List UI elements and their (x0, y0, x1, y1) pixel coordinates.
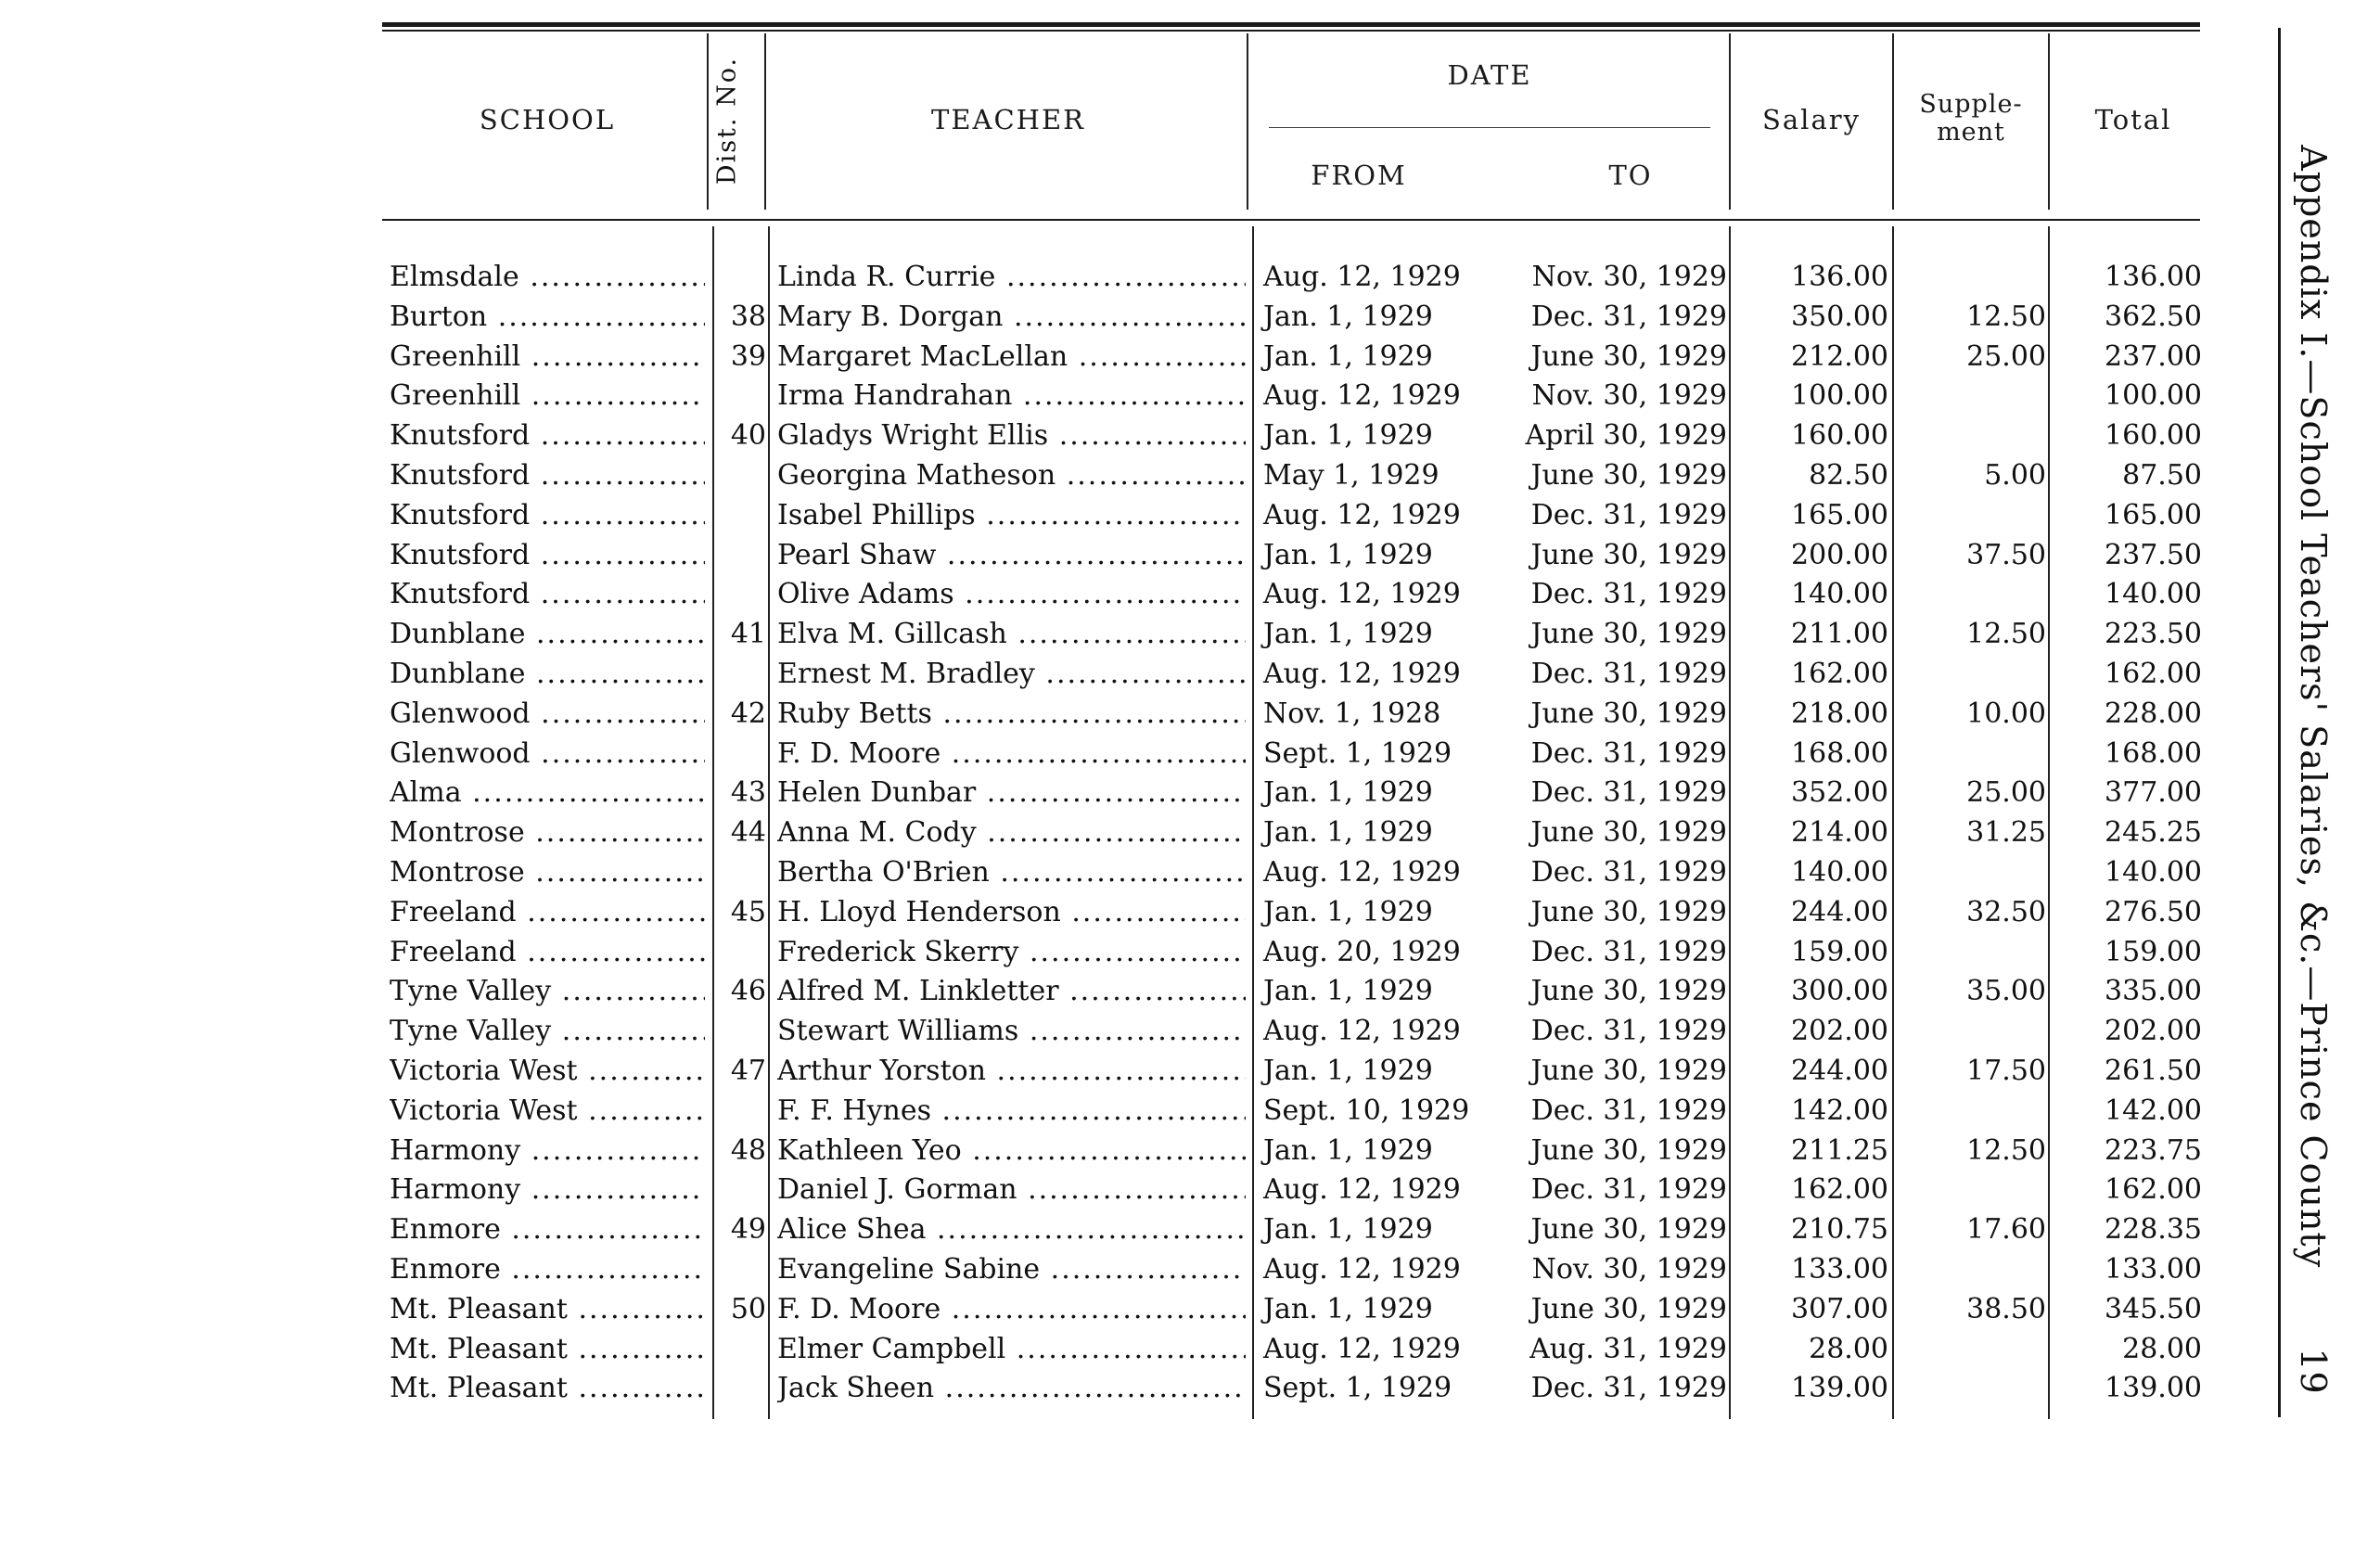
salary-cell: 212.00 (1791, 339, 1888, 373)
teacher-cell: Ernest M. Bradley ..... (777, 655, 1246, 695)
header-bottom-rule (382, 219, 2200, 221)
to-date-cell: June 30, 1929 (1530, 458, 1727, 492)
total-cell: 165.00 (2105, 498, 2202, 531)
teacher-cell: Gladys Wright Ellis ..... (777, 416, 1246, 456)
total-cell: 377.00 (2105, 776, 2202, 810)
table-row (0, 1132, 2226, 1171)
teacher-cell: Pearl Shaw ..... (777, 536, 1246, 576)
school-cell: Enmore ..... (390, 1250, 705, 1290)
school-cell: Knutsford ..... (390, 496, 705, 536)
table-row (0, 496, 2226, 536)
table-row (0, 655, 2226, 695)
table-row (0, 1092, 2226, 1132)
teacher-cell: Bertha O'Brien ..... (777, 853, 1246, 893)
supplement-cell: 17.50 (1966, 1054, 2046, 1087)
school-cell: Tyne Valley ..... (390, 1012, 705, 1052)
from-date-cell: Aug. 12, 1929 (1263, 379, 1461, 413)
col-rule-school (707, 33, 709, 210)
table-row (0, 416, 2226, 456)
page-number: 19 (2293, 1348, 2334, 1395)
from-date-cell: Aug. 12, 1929 (1263, 1015, 1461, 1048)
teacher-cell: Isabel Phillips ..... (777, 496, 1246, 536)
table-row (0, 774, 2226, 813)
header-total: Total (2094, 104, 2172, 135)
total-cell: 261.50 (2105, 1054, 2202, 1087)
teacher-cell: F. F. Hynes ..... (777, 1092, 1246, 1132)
supplement-cell: 12.50 (1966, 1133, 2046, 1167)
supplement-cell: 31.25 (1966, 816, 2046, 850)
salary-cell: 162.00 (1791, 657, 1888, 690)
salary-cell: 142.00 (1791, 1094, 1888, 1127)
school-cell: Dunblane ..... (390, 615, 705, 655)
from-date-cell: Jan. 1, 1929 (1263, 975, 1433, 1008)
salary-cell: 300.00 (1791, 975, 1888, 1008)
table-row (0, 1369, 2226, 1409)
school-cell: Knutsford ..... (390, 575, 705, 615)
to-date-cell: Dec. 31, 1929 (1530, 935, 1727, 968)
supplement-cell: 32.50 (1966, 895, 2046, 928)
supplement-cell: 10.00 (1966, 697, 2046, 730)
salary-cell: 28.00 (1809, 1332, 1888, 1365)
school-cell: Tyne Valley ..... (390, 972, 705, 1012)
school-cell: Knutsford ..... (390, 416, 705, 456)
table-row (0, 338, 2226, 377)
school-cell: Alma ..... (390, 774, 705, 813)
supplement-cell: 35.00 (1966, 975, 2046, 1008)
dist-cell: 43 (730, 776, 766, 810)
school-cell: Elmsdale ..... (390, 258, 705, 298)
from-date-cell: Jan. 1, 1929 (1263, 538, 1433, 571)
salary-cell: 82.50 (1809, 458, 1888, 492)
to-date-cell: Dec. 31, 1929 (1530, 736, 1727, 770)
school-cell: Victoria West ..... (390, 1052, 705, 1092)
salary-cell: 162.00 (1791, 1173, 1888, 1207)
teacher-cell: Linda R. Currie ..... (777, 258, 1246, 298)
total-cell: 223.50 (2105, 618, 2202, 651)
total-cell: 140.00 (2105, 855, 2202, 889)
teacher-cell: Mary B. Dorgan ..... (777, 298, 1246, 338)
total-cell: 335.00 (2105, 975, 2202, 1008)
teacher-cell: Anna M. Cody ..... (777, 813, 1246, 853)
to-date-cell: Dec. 31, 1929 (1530, 300, 1727, 333)
to-date-cell: Dec. 31, 1929 (1530, 855, 1727, 889)
to-date-cell: Nov. 30, 1929 (1531, 261, 1727, 293)
school-cell: Freeland ..... (390, 893, 705, 933)
teacher-cell: H. Lloyd Henderson ..... (777, 893, 1246, 933)
from-date-cell: Aug. 20, 1929 (1263, 935, 1461, 968)
from-date-cell: Aug. 12, 1929 (1263, 1173, 1461, 1207)
header-dist-no: Dist. No. (712, 56, 742, 186)
teacher-cell: Olive Adams ..... (777, 575, 1246, 615)
from-date-cell: Jan. 1, 1929 (1263, 1133, 1433, 1167)
from-date-cell: Aug. 12, 1929 (1263, 855, 1461, 889)
school-cell: Montrose ..... (390, 853, 705, 893)
from-date-cell: Aug. 12, 1929 (1263, 1252, 1461, 1286)
to-date-cell: June 30, 1929 (1530, 1054, 1727, 1087)
school-cell: Burton ..... (390, 298, 705, 338)
to-date-cell: June 30, 1929 (1530, 895, 1727, 928)
salary-cell: 140.00 (1791, 855, 1888, 889)
to-date-cell: June 30, 1929 (1530, 538, 1727, 571)
from-date-cell: Aug. 12, 1929 (1263, 578, 1461, 611)
to-date-cell: June 30, 1929 (1530, 1292, 1727, 1325)
teacher-cell: F. D. Moore ..... (777, 735, 1246, 774)
teacher-cell: Daniel J. Gorman ..... (777, 1171, 1246, 1210)
from-date-cell: Aug. 12, 1929 (1263, 261, 1461, 293)
total-cell: 237.50 (2105, 538, 2202, 571)
school-cell: Greenhill ..... (390, 377, 705, 416)
teacher-cell: Alice Shea ..... (777, 1210, 1246, 1250)
school-cell: Glenwood ..... (390, 735, 705, 774)
school-cell: Harmony ..... (390, 1132, 705, 1171)
salary-cell: 140.00 (1791, 578, 1888, 611)
table-row (0, 1012, 2226, 1052)
salary-cell: 136.00 (1791, 261, 1888, 293)
supplement-cell: 12.50 (1966, 300, 2046, 333)
teacher-cell: Georgina Matheson ..... (777, 456, 1246, 496)
from-date-cell: Aug. 12, 1929 (1263, 1332, 1461, 1365)
dist-cell: 46 (730, 975, 766, 1008)
salary-cell: 214.00 (1791, 816, 1888, 850)
dist-cell: 45 (730, 895, 766, 928)
supplement-cell: 25.00 (1966, 776, 2046, 810)
school-cell: Knutsford ..... (390, 536, 705, 576)
table-row (0, 1171, 2226, 1210)
supplement-cell: 38.50 (1966, 1292, 2046, 1325)
header-salary: Salary (1762, 104, 1861, 135)
from-date-cell: Aug. 12, 1929 (1263, 657, 1461, 690)
from-date-cell: Jan. 1, 1929 (1263, 419, 1433, 453)
table-row (0, 813, 2226, 853)
table-row (0, 1210, 2226, 1250)
to-date-cell: Dec. 31, 1929 (1530, 1372, 1727, 1405)
to-date-cell: Dec. 31, 1929 (1530, 1094, 1727, 1127)
total-cell: 202.00 (2105, 1015, 2202, 1048)
total-cell: 362.50 (2105, 300, 2202, 333)
teacher-cell: Helen Dunbar ..... (777, 774, 1246, 813)
table-row (0, 377, 2226, 416)
total-cell: 228.35 (2105, 1213, 2202, 1247)
to-date-cell: Dec. 31, 1929 (1530, 776, 1727, 810)
table-row (0, 933, 2226, 973)
to-date-cell: Dec. 31, 1929 (1530, 578, 1727, 611)
total-cell: 133.00 (2105, 1252, 2202, 1286)
header-to: TO (1608, 160, 1653, 191)
total-cell: 276.50 (2105, 895, 2202, 928)
total-cell: 87.50 (2122, 458, 2202, 492)
table-row (0, 258, 2226, 298)
teacher-cell: Elva M. Gillcash ..... (777, 615, 1246, 655)
to-date-cell: Dec. 31, 1929 (1530, 657, 1727, 690)
table-row (0, 893, 2226, 933)
total-cell: 223.75 (2105, 1133, 2202, 1167)
to-date-cell: Dec. 31, 1929 (1530, 498, 1727, 531)
total-cell: 139.00 (2105, 1372, 2202, 1405)
running-head-title: Appendix I.—School Teachers' Salaries, &c.—Prince County (2293, 145, 2334, 1269)
from-date-cell: Jan. 1, 1929 (1263, 816, 1433, 850)
dist-cell: 41 (730, 618, 766, 651)
school-cell: Victoria West ..... (390, 1092, 705, 1132)
table-row (0, 615, 2226, 655)
salary-cell: 350.00 (1791, 300, 1888, 333)
salary-cell: 168.00 (1791, 736, 1888, 770)
supplement-cell: 5.00 (1984, 458, 2046, 492)
dist-cell: 44 (730, 816, 766, 850)
to-date-cell: June 30, 1929 (1530, 975, 1727, 1008)
salary-cell: 160.00 (1791, 419, 1888, 453)
right-margin-rule (2278, 28, 2281, 1417)
table-row (0, 1052, 2226, 1092)
total-cell: 159.00 (2105, 935, 2202, 968)
total-cell: 237.00 (2105, 339, 2202, 373)
dist-cell: 38 (730, 300, 766, 333)
total-cell: 162.00 (2105, 1173, 2202, 1207)
teacher-cell: Kathleen Yeo ..... (777, 1132, 1246, 1171)
from-date-cell: Jan. 1, 1929 (1263, 618, 1433, 651)
salary-cell: 244.00 (1791, 1054, 1888, 1087)
supplement-cell: 25.00 (1966, 339, 2046, 373)
salary-cell: 139.00 (1791, 1372, 1888, 1405)
salary-cell: 165.00 (1791, 498, 1888, 531)
dist-cell: 49 (730, 1213, 766, 1247)
from-date-cell: Jan. 1, 1929 (1263, 895, 1433, 928)
supplement-cell: 12.50 (1966, 618, 2046, 651)
school-cell: Glenwood ..... (390, 695, 705, 735)
from-date-cell: Jan. 1, 1929 (1263, 300, 1433, 333)
salary-cell: 200.00 (1791, 538, 1888, 571)
table-row (0, 1250, 2226, 1290)
teacher-cell: Margaret MacLellan ..... (777, 338, 1246, 377)
to-date-cell: Dec. 31, 1929 (1530, 1015, 1727, 1048)
table-row (0, 972, 2226, 1012)
to-date-cell: Aug. 31, 1929 (1529, 1332, 1727, 1365)
school-cell: Montrose ..... (390, 813, 705, 853)
from-date-cell: Nov. 1, 1928 (1263, 697, 1441, 730)
salary-cell: 307.00 (1791, 1292, 1888, 1325)
to-date-cell: June 30, 1929 (1530, 1213, 1727, 1247)
top-rule (382, 22, 2200, 27)
table-row (0, 735, 2226, 774)
teacher-cell: Ruby Betts ..... (777, 695, 1246, 735)
salary-cell: 100.00 (1791, 379, 1888, 413)
table-row (0, 695, 2226, 735)
to-date-cell: Nov. 30, 1929 (1531, 1252, 1727, 1286)
supplement-cell: 37.50 (1966, 538, 2046, 571)
to-date-cell: June 30, 1929 (1530, 618, 1727, 651)
school-cell: Knutsford ..... (390, 456, 705, 496)
total-cell: 100.00 (2105, 379, 2202, 413)
table-row (0, 575, 2226, 615)
total-cell: 28.00 (2122, 1332, 2202, 1365)
from-date-cell: Sept. 10, 1929 (1263, 1094, 1470, 1127)
total-cell: 168.00 (2105, 736, 2202, 770)
school-cell: Harmony ..... (390, 1171, 705, 1210)
total-cell: 245.25 (2105, 816, 2202, 850)
salary-cell: 159.00 (1791, 935, 1888, 968)
to-date-cell: Dec. 31, 1929 (1530, 1173, 1727, 1207)
from-date-cell: Sept. 1, 1929 (1263, 736, 1452, 770)
from-date-cell: Sept. 1, 1929 (1263, 1372, 1452, 1405)
from-date-cell: May 1, 1929 (1263, 458, 1440, 492)
top-rule-thin (382, 30, 2200, 32)
teacher-cell: Elmer Campbell ..... (777, 1330, 1246, 1370)
salary-cell: 352.00 (1791, 776, 1888, 810)
dist-cell: 39 (730, 339, 766, 373)
header-from: FROM (1311, 160, 1407, 191)
total-cell: 160.00 (2105, 419, 2202, 453)
teacher-cell: Arthur Yorston ..... (777, 1052, 1246, 1092)
dist-cell: 42 (730, 697, 766, 730)
total-cell: 345.50 (2105, 1292, 2202, 1325)
salary-cell: 202.00 (1791, 1015, 1888, 1048)
header-teacher: TEACHER (931, 104, 1085, 135)
school-cell: Enmore ..... (390, 1210, 705, 1250)
salary-table-body (0, 258, 2226, 1409)
total-cell: 228.00 (2105, 697, 2202, 730)
running-head (2293, 145, 2334, 1394)
teacher-cell: Frederick Skerry ..... (777, 933, 1246, 973)
to-date-cell: June 30, 1929 (1530, 1133, 1727, 1167)
school-cell: Dunblane ..... (390, 655, 705, 695)
table-row (0, 1290, 2226, 1330)
header-date: DATE (1447, 59, 1532, 91)
school-cell: Mt. Pleasant ..... (390, 1290, 705, 1330)
col-rule-dist (764, 33, 766, 210)
dist-cell: 47 (730, 1054, 766, 1087)
supplement-cell: 17.60 (1966, 1213, 2046, 1247)
teacher-cell: Stewart Williams ..... (777, 1012, 1246, 1052)
school-cell: Greenhill ..... (390, 338, 705, 377)
school-cell: Freeland ..... (390, 933, 705, 973)
total-cell: 142.00 (2105, 1094, 2202, 1127)
teacher-cell: Jack Sheen ..... (777, 1369, 1246, 1409)
teacher-cell: Evangeline Sabine ..... (777, 1250, 1246, 1290)
table-row (0, 853, 2226, 893)
from-date-cell: Aug. 12, 1929 (1263, 498, 1461, 531)
table-row (0, 456, 2226, 496)
salary-cell: 211.00 (1791, 618, 1888, 651)
to-date-cell: June 30, 1929 (1530, 697, 1727, 730)
dist-cell: 50 (730, 1292, 766, 1325)
salary-cell: 210.75 (1791, 1213, 1888, 1247)
table-row (0, 298, 2226, 338)
total-cell: 162.00 (2105, 657, 2202, 690)
to-date-cell: June 30, 1929 (1530, 816, 1727, 850)
salary-cell: 211.25 (1791, 1133, 1888, 1167)
teacher-cell: Irma Handrahan ..... (777, 377, 1246, 416)
salary-cell: 244.00 (1791, 895, 1888, 928)
header-school: SCHOOL (479, 104, 616, 135)
salary-cell: 133.00 (1791, 1252, 1888, 1286)
from-date-cell: Jan. 1, 1929 (1263, 1213, 1433, 1247)
table-row (0, 536, 2226, 576)
teacher-cell: Alfred M. Linkletter ..... (777, 972, 1246, 1012)
total-cell: 140.00 (2105, 578, 2202, 611)
school-cell: Mt. Pleasant ..... (390, 1369, 705, 1409)
table-row (0, 1330, 2226, 1370)
from-date-cell: Jan. 1, 1929 (1263, 1292, 1433, 1325)
salary-cell: 218.00 (1791, 697, 1888, 730)
header-supplement: Supple- ment (1919, 90, 2023, 147)
school-cell: Mt. Pleasant ..... (390, 1330, 705, 1370)
dist-cell: 40 (730, 419, 766, 453)
date-divider (1269, 127, 1710, 128)
to-date-cell: Nov. 30, 1929 (1531, 379, 1727, 413)
from-date-cell: Jan. 1, 1929 (1263, 776, 1433, 810)
to-date-cell: April 30, 1929 (1525, 419, 1727, 453)
from-date-cell: Jan. 1, 1929 (1263, 1054, 1433, 1087)
dist-cell: 48 (730, 1133, 766, 1167)
col-rule-teacher (1247, 33, 1248, 210)
to-date-cell: June 30, 1929 (1530, 339, 1727, 373)
from-date-cell: Jan. 1, 1929 (1263, 339, 1433, 373)
total-cell: 136.00 (2105, 261, 2202, 293)
teacher-cell: F. D. Moore ..... (777, 1290, 1246, 1330)
